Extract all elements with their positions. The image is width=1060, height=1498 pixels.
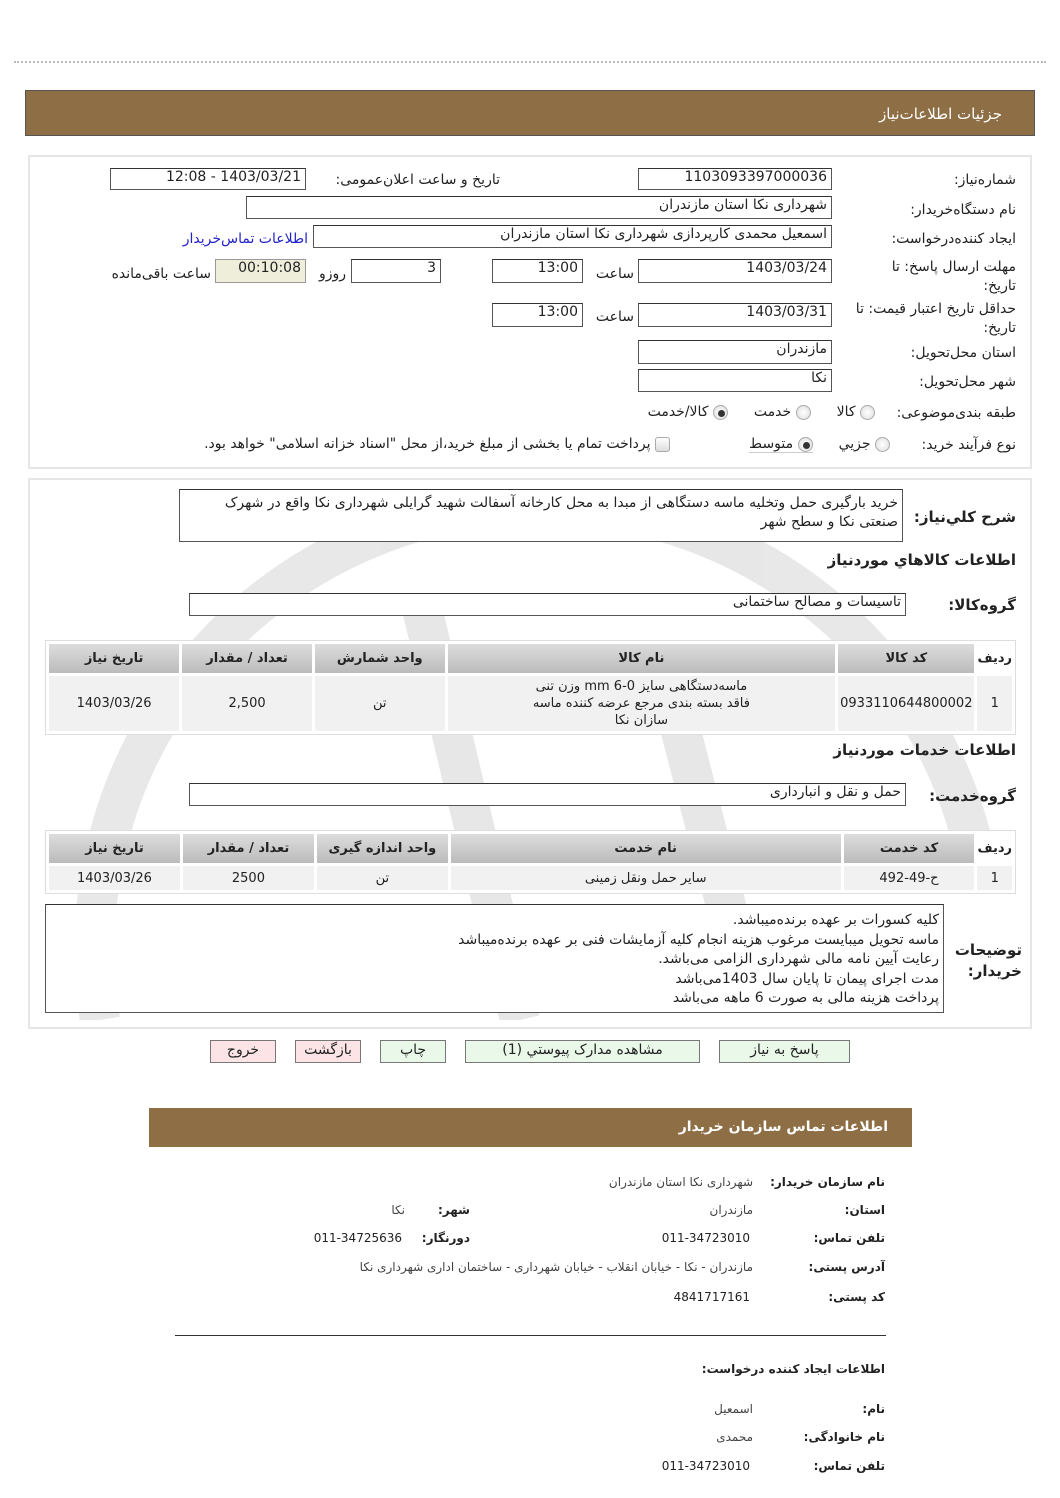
deadline-time-field[interactable]: 13:00 — [492, 259, 583, 283]
buyer-notes-label: توضیحات خریدار: — [954, 941, 1022, 980]
postal-label: کد پستی: — [828, 1290, 885, 1304]
cell-unit: تن — [315, 676, 445, 731]
buyer-contact-link[interactable]: اطلاعات تماس‌خریدار — [182, 231, 308, 247]
col-code: کد خدمت — [844, 834, 975, 863]
creator-label: ایجاد کننده‌درخواست: — [891, 231, 1016, 247]
family-value: محمدی — [716, 1430, 753, 1444]
address-label: آدرس پستی: — [808, 1260, 885, 1274]
service-group-field: حمل و نقل و انبارداری — [189, 783, 906, 806]
city-field[interactable]: نکا — [638, 369, 832, 392]
name-value: اسمعیل — [714, 1402, 753, 1416]
col-date: تاریخ نیاز — [49, 834, 180, 863]
radio-medium[interactable] — [798, 437, 813, 452]
announce-field[interactable]: 1403/03/21 - 12:08 — [110, 168, 306, 190]
category-service-option[interactable]: خدمت — [754, 404, 811, 420]
description-field: خرید بارگیری حمل وتخلیه ماسه دستگاهی از مبدا به محل کارخانه آسفالت شهید گرایلی شهرداری نکا واقع در شهرک صنعتی نکا و سطح شهر — [179, 489, 903, 542]
buyer-label: نام دستگاه‌خریدار: — [910, 202, 1016, 218]
deadline-label: مهلت ارسال پاسخ: تا تاریخ: — [891, 259, 1016, 294]
reply-button[interactable]: پاسخ به نیاز — [719, 1040, 850, 1063]
col-unit: واحد شمارش — [315, 644, 445, 673]
exit-button[interactable]: خروج — [210, 1040, 276, 1063]
cell-name — [448, 676, 835, 731]
province-field[interactable]: مازندران — [638, 340, 832, 364]
note-line: ماسه تحویل میبایست مرغوب هزینه انجام کلیه آزمایشات فنی بر عهده برنده‌میباشد — [458, 931, 939, 948]
org-value: شهرداری نکا استان مازندران — [608, 1175, 753, 1189]
remaining-label: ساعت باقی‌مانده — [111, 266, 211, 282]
buyer-notes-box — [45, 904, 944, 1013]
col-qty: تعداد / مقدار — [182, 644, 312, 673]
cell-row: 1 — [977, 676, 1012, 731]
address-value: مازندران - نکا - خیابان انقلاب - خیابان شهرداری - ساختمان اداری شهرداری نکا — [359, 1260, 753, 1274]
goods-name-text: ماسه‌دستگاهی سایز 0-6 mm وزن تنی فاقد بسته بندی مرجع عرضه کننده ماسه سازان نکا — [532, 679, 750, 728]
contact-header — [149, 1108, 912, 1147]
category-both-option[interactable]: کالا/خدمت — [648, 404, 728, 420]
days-field[interactable]: 3 — [351, 259, 441, 283]
services-table — [45, 830, 1016, 894]
city-contact-label: شهر: — [438, 1203, 470, 1217]
cell-qty: 2500 — [183, 866, 314, 890]
remaining-time-field: 00:10:08 — [215, 259, 306, 283]
creator-phone-value: 011-34723010 — [661, 1459, 750, 1473]
province-contact-label: استان: — [844, 1203, 885, 1217]
back-button[interactable]: بازگشت — [295, 1040, 361, 1063]
cell-date: 1403/03/26 — [49, 866, 180, 890]
phone-value: 011-34723010 — [661, 1231, 750, 1245]
col-name: نام کالا — [448, 644, 835, 673]
deadline-date-field[interactable]: 1403/03/24 — [638, 259, 832, 283]
category-label: طبقه بندی‌موضوعی: — [896, 405, 1016, 421]
goods-table-header — [49, 644, 1012, 673]
table-row — [49, 676, 1012, 731]
col-qty: تعداد / مقدار — [183, 834, 314, 863]
description-label: شرح کلي‌نیاز: — [913, 508, 1016, 526]
family-label: نام خانوادگی: — [803, 1430, 885, 1444]
cell-date: 1403/03/26 — [49, 676, 179, 731]
creator-info-heading: اطلاعات ایجاد کننده درخواست: — [701, 1362, 885, 1376]
fax-value: 011-34725636 — [313, 1231, 402, 1245]
goods-group-field: تاسیسات و مصالح ساختمانی — [189, 593, 906, 616]
note-line: کلیه کسورات بر عهده برنده‌میباشد. — [732, 912, 939, 928]
days-label: روزو — [318, 266, 346, 282]
process-medium-option[interactable]: متوسط — [749, 436, 812, 453]
cell-unit: تن — [317, 866, 448, 890]
need-number-field[interactable]: 1103093397000036 — [638, 168, 832, 190]
creator-field[interactable]: اسمعیل محمدی کارپردازی شهرداری نکا استان مازندران — [313, 225, 832, 248]
view-attachments-button[interactable]: مشاهده مدارک پیوستي (1) — [465, 1040, 700, 1063]
page-title: جزئیات اطلاعات‌نیاز — [879, 105, 1002, 123]
validity-date-field[interactable]: 1403/03/31 — [638, 303, 832, 327]
buyer-field[interactable]: شهرداری نکا استان مازندران — [246, 196, 832, 219]
col-date: تاریخ نیاز — [49, 644, 179, 673]
treasury-payment-option[interactable]: پرداخت تمام یا بخشی از مبلغ خرید،از محل "اسناد خزانه اسلامی" خواهد بود. — [204, 436, 670, 452]
cell-code: ح-49-492 — [844, 866, 975, 890]
process-radio-group — [749, 436, 890, 453]
validity-label: حداقل تاریخ اعتبار قیمت: تا تاریخ: — [855, 301, 1016, 336]
services-table-header — [49, 834, 1012, 863]
postal-value: 4841717161 — [673, 1290, 750, 1304]
col-code: کد کالا — [838, 644, 974, 673]
process-label: نوع فرآیند خرید: — [921, 437, 1016, 453]
service-group-label: گروه‌خدمت: — [929, 787, 1016, 805]
city-contact-value: نکا — [391, 1203, 405, 1217]
contact-divider — [175, 1335, 886, 1336]
table-row — [49, 866, 1012, 890]
fax-label: دورنگار: — [421, 1231, 470, 1245]
col-row: ردیف — [977, 644, 1012, 673]
city-label: شهر محل‌تحویل: — [919, 374, 1016, 390]
top-divider — [14, 61, 1046, 63]
services-heading: اطلاعات خدمات موردنیاز — [833, 741, 1016, 759]
page-header — [25, 90, 1035, 136]
contact-title: اطلاعات تماس سازمان خریدار — [678, 1119, 888, 1135]
goods-table — [45, 640, 1016, 735]
cell-row: 1 — [977, 866, 1012, 890]
radio-minor[interactable] — [875, 437, 890, 452]
need-number-label: شماره‌نیاز: — [953, 172, 1016, 188]
creator-phone-label: تلفن تماس: — [813, 1459, 885, 1473]
radio-goods[interactable] — [860, 405, 875, 420]
validity-time-field[interactable]: 13:00 — [492, 303, 583, 327]
cell-qty: 2,500 — [182, 676, 312, 731]
province-contact-value: مازندران — [709, 1203, 753, 1217]
process-minor-option[interactable]: جزیي — [839, 436, 890, 453]
col-unit: واحد اندازه گیری — [317, 834, 448, 863]
cell-name: سایر حمل ونقل زمینی — [451, 866, 841, 890]
category-radio-group — [648, 404, 875, 420]
note-line: رعایت آیین نامه مالی شهرداری الزامی می‌باشد. — [658, 951, 939, 967]
province-label: استان محل‌تحویل: — [910, 345, 1016, 361]
col-row: ردیف — [977, 834, 1012, 863]
col-name: نام خدمت — [451, 834, 841, 863]
note-line: پرداخت هزینه مالی به صورت 6 ماهه می‌باشد — [672, 990, 939, 1006]
phone-label: تلفن تماس: — [813, 1231, 885, 1245]
note-line: مدت اجرای پیمان تا پایان سال 1403می‌باشد — [675, 970, 939, 987]
name-label: نام: — [862, 1402, 885, 1416]
goods-heading: اطلاعات کالاهاي موردنیاز — [827, 551, 1016, 569]
print-button[interactable]: چاپ — [380, 1040, 446, 1063]
deadline-time-label: ساعت — [595, 266, 634, 282]
goods-group-label: گروه‌کالا: — [948, 596, 1016, 614]
radio-goods-service[interactable] — [713, 405, 728, 420]
cell-code: 0933110644800002 — [838, 676, 974, 731]
treasury-checkbox[interactable] — [655, 437, 670, 452]
validity-time-label: ساعت — [595, 309, 634, 325]
radio-service[interactable] — [796, 405, 811, 420]
org-label: نام سازمان خریدار: — [770, 1175, 885, 1189]
announce-label: تاریخ و ساعت اعلان‌عمومی: — [335, 172, 500, 188]
category-goods-option[interactable]: کالا — [837, 404, 875, 420]
